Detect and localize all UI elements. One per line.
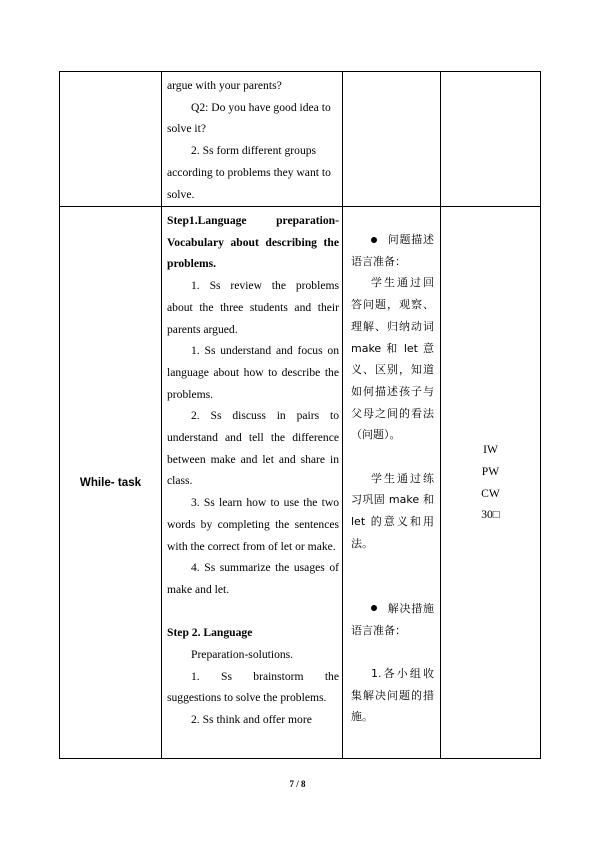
activity-cell (162, 72, 343, 207)
spacer (167, 601, 339, 623)
activity-line: Q2: Do you have good idea to (191, 100, 331, 114)
purpose-heading: 问题描述语言准备： (351, 233, 434, 268)
purpose-paragraph: 学生通过练习巩固 make 和 let 的意义和用法。 (351, 471, 434, 550)
purpose-heading: 解决措施语言准备： (351, 601, 434, 637)
activity-line: 2. Ss form different groups (191, 144, 317, 158)
spacer (351, 641, 434, 663)
activity-line: according to problems they want to (167, 165, 331, 179)
activity-line: solve. (167, 187, 195, 201)
purpose-cell (343, 72, 441, 207)
mode-item: PW (481, 464, 500, 478)
step1-title-text: Step1.Language preparation- Vocabulary about describing the problems. (167, 214, 339, 271)
activity-line: solve it? (167, 122, 206, 136)
bullet-icon (371, 237, 377, 243)
list-item: 1. Ss review the problems about the three students and their parents argued. (167, 279, 339, 336)
purpose-text (343, 207, 440, 728)
activity-cell (162, 207, 343, 759)
list-item: 2. Ss discuss in pairs to understand and tell the difference between make and let and share in class. (167, 409, 339, 488)
list-item: 3. Ss learn how to use the two words by completing the sentences with the correct from of let or make. (167, 496, 339, 553)
list-item: 1. Ss brainstorm the suggestions to solve the problems. (167, 669, 339, 705)
mode-item: 30□ (481, 508, 500, 522)
page-number: 7 / 8 (289, 779, 306, 789)
list-item: 1. Ss understand and focus on language about how to describe the problems. (167, 344, 339, 401)
bullet-icon (371, 605, 377, 611)
stage-label: While- task (79, 476, 142, 489)
list-item: 4. Ss summarize the usages of make and let. (167, 561, 339, 596)
spacer (351, 446, 434, 468)
purpose-paragraph: 学生通过回答问题，观察、理解、归纳动词 make 和 let 意义、区别，知道如何描述孩子与父母之间的看法（问题）。 (351, 276, 434, 442)
step1-title (167, 210, 339, 275)
spacer (351, 576, 434, 598)
table-row (60, 72, 541, 207)
purpose-bullet (351, 598, 434, 641)
activity-line: argue with your parents? (167, 79, 282, 92)
mode-item: CW (481, 486, 500, 500)
activity-text (162, 72, 342, 205)
activity-text (162, 207, 342, 731)
purpose-bullet (351, 229, 434, 272)
step2-subtitle: Preparation-solutions. (191, 648, 294, 662)
purpose-cell (343, 207, 441, 759)
stage-cell (60, 207, 162, 759)
spacer (351, 555, 434, 577)
step2-title: Step 2. Language (167, 626, 253, 640)
lesson-plan-table (59, 71, 541, 759)
table-row (60, 207, 541, 759)
mode-item: IW (483, 443, 498, 457)
mode-cell (441, 72, 541, 207)
list-item: 2. Ss think and offer more (191, 713, 312, 727)
stage-cell (60, 72, 162, 207)
mode-cell (441, 207, 541, 759)
purpose-paragraph: 1.各小组收集解决问题的措施。 (351, 667, 434, 724)
